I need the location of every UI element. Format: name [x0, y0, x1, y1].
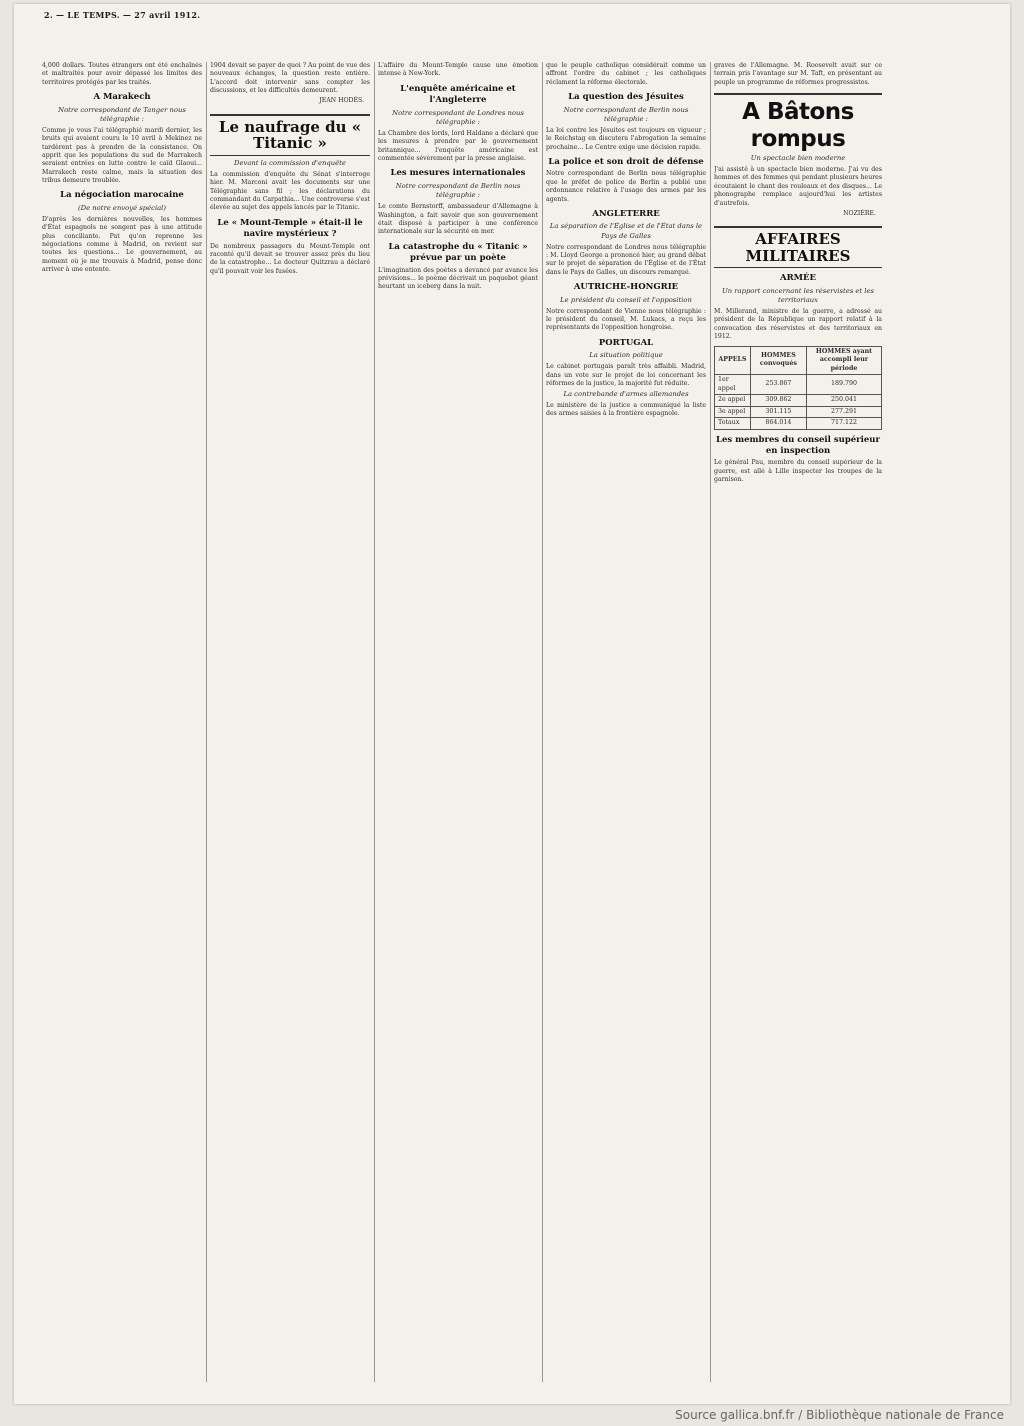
signature: JEAN HODÉS. — [319, 97, 364, 105]
table-cell: 301.115 — [750, 406, 806, 418]
section-subheading: Notre correspondant de Londres nous télégraphie : — [392, 108, 524, 126]
section-heading: A Marakech — [93, 92, 151, 103]
section-subheading: Notre correspondant de Berlin nous télégraphie : — [563, 105, 689, 123]
paragraph: La commission d'enquête du Sénat s'interroge hier. M. Marconi avait les documents sur une Télégraphie sans fil ; les déclarations du commandant du Carpathia... Une controverse s'est élevée au sujet des appels lancés par le Titanic. — [210, 170, 372, 212]
section-subheading: Notre correspondant de Berlin nous télégraphie : — [395, 181, 521, 200]
paragraph: graves de l'Allemagne. M. Roosevelt avait sur ce terrain pris l'avantage sur M. Taft, en présentant au peuple un programme de réformes progressistes. — [714, 62, 884, 86]
table-header: HOMMES convoqués — [750, 346, 806, 375]
table-cell: Totaux — [715, 418, 751, 430]
section-heading: ANGLETERRE — [592, 208, 660, 219]
column-4 — [546, 62, 711, 1382]
section-heading: L'enquête américaine et l'Angleterre — [400, 83, 516, 106]
reservists-table — [714, 346, 882, 430]
table-cell: 1er appel — [715, 375, 751, 395]
paragraph: De nombreux passagers du Mount-Temple ont raconté qu'il devait se trouver assez près du lieu de la catastrophe... Le docteur Quitzrau a déclaré qu'il pouvait voir les fusées. — [210, 242, 372, 275]
source-credit: Source gallica.bnf.fr / Bibliothèque nationale de France — [675, 1408, 1004, 1422]
paragraph: J'ai assisté à un spectacle bien moderne. J'ai vu des hommes et des femmes qui pendant plusieurs heures écoutaient le chant des rouleaux et des disques... Le phonographe remplace aujourd'hui les artistes d'autrefois. — [714, 166, 884, 207]
section-title-affaires-militaires: AFFAIRES MILITAIRES — [714, 226, 882, 268]
column-2 — [210, 62, 375, 1382]
paragraph: que le peuple catholique considérait comme un affront l'ordre du cabinet ; les catholiques réclament la réforme électorale. — [546, 62, 708, 86]
section-heading: La police et son droit de défense — [548, 156, 704, 167]
section-subheading: Un spectacle bien moderne — [750, 153, 846, 162]
section-subheading: La contrebande d'armes allemandes — [563, 389, 689, 398]
table-cell: 2e appel — [715, 395, 751, 407]
section-subheading: La situation politique — [589, 351, 663, 360]
paragraph: 4,000 dollars. Toutes étrangers ont été enchaînés et maltraités pour avoir dépassé les limites des territoires protégés par les traités. — [42, 62, 204, 86]
table-cell: 3e appel — [715, 406, 751, 418]
table-header: APPELS — [715, 346, 751, 375]
article-title-batons-rompus: A Bâtons rompus — [714, 93, 882, 152]
signature: NOZIÈRE. — [843, 209, 876, 217]
table-cell: 717.122 — [807, 418, 882, 430]
table-cell: 864.014 — [750, 418, 806, 430]
section-subheading: Le président du conseil et l'opposition — [560, 295, 692, 304]
section-heading: Les membres du conseil supérieur en inspection — [716, 434, 880, 456]
section-heading: La catastrophe du « Titanic » prévue par un poète — [388, 241, 528, 264]
paragraph: La Chambre des lords, lord Haldane a déclaré que les mesures à prendre par le gouvernement britannique... l'enquête américaine est commentée sévèrement par la presse anglaise. — [378, 130, 540, 163]
paragraph: L'imagination des poètes a devancé par avance les prévisions... le poème décrivait un paquebot géant heurtant un iceberg dans la nuit. — [378, 266, 540, 291]
paragraph: Notre correspondant de Vienne nous télégraphie : le président du conseil, M. Lukacs, a reçu les représentants de l'opposition hongroise. — [546, 307, 708, 332]
table-header: HOMMES ayant accompli leur période — [807, 346, 882, 375]
paragraph: 1904 devait se payer de quoi ? Au point de vue des nouveaux échanges, la question reste entière. L'accord doit intervenir sans compter les discussions, et les difficultés demeurent. — [210, 62, 372, 95]
section-heading: Les mesures internationales — [390, 168, 526, 179]
column-3 — [378, 62, 543, 1382]
paragraph: L'affaire du Mount-Temple cause une émotion intense à New-York. — [378, 62, 540, 78]
paragraph: Notre correspondant de Berlin nous télégraphie que le préfet de police de Berlin a publié une ordonnance relative à l'usage des armes par les agents. — [546, 170, 708, 203]
section-heading: Le « Mount-Temple » était-il le navire mystérieux ? — [217, 217, 363, 240]
paragraph: Le général Pau, membre du conseil supérieur de la guerre, est allé à Lille inspecter les troupes de la garnison. — [714, 459, 884, 484]
table-row — [715, 375, 882, 395]
table-row — [715, 418, 882, 430]
section-subheading: (De notre envoyé spécial) — [78, 203, 166, 212]
table-cell: 253.867 — [750, 375, 806, 395]
section-heading: La question des Jésuites — [568, 92, 684, 103]
section-heading: PORTUGAL — [598, 337, 654, 348]
paragraph: D'après les dernières nouvelles, les hommes d'État espagnols ne songent pas à une attitude plus conciliante. Pat qu'on reprenne les négociations comme à Madrid, on revient sur toutes les questions... Le gouvernement, au moment où je me trouvais à Madrid, pense donc arriver à une entente. — [42, 216, 204, 274]
column-5 — [714, 62, 886, 1382]
paragraph: La loi contre les Jésuites est toujours en vigueur ; le Reichstag en discutera l'abrogation la semaine prochaine... Le Centre exige une décision rapide. — [546, 126, 708, 151]
table-cell: 309.862 — [750, 395, 806, 407]
table-cell: 189.790 — [807, 375, 882, 395]
section-subheading: Notre correspondant de Tanger nous télégraphie : — [58, 105, 186, 123]
paragraph: Le comte Bernstorff, ambassadeur d'Allemagne à Washington, a fait savoir que son gouvernement était disposé à participer à une conférence internationale sur la sécurité en mer. — [378, 203, 540, 236]
table-cell: 277.291 — [807, 406, 882, 418]
article-title-titanic: Le naufrage du « Titanic » — [210, 114, 370, 156]
section-subheading: Devant la commission d'enquête — [234, 158, 346, 167]
running-head: 2. — LE TEMPS. — 27 avril 1912. — [44, 10, 201, 20]
paragraph: Le cabinet portugais paraît très affaibli. Madrid, dans un vote sur le projet de loi concernant les réformes de la justice, la majorité fut réduite. — [546, 363, 708, 388]
paragraph: Notre correspondant de Londres nous télégraphie : M. Lloyd George a prononcé hier, au grand débat sur le projet de séparation de l'Église et de l'État dans le Pays de Galles, un discours remarqué. — [546, 243, 708, 276]
paragraph: Le ministère de la justice a communiqué la liste des armes saisies à la frontière espagnole. — [546, 401, 708, 418]
section-heading: AUTRICHE-HONGRIE — [573, 282, 679, 293]
table-cell: 250.041 — [807, 395, 882, 407]
section-subheading: La séparation de l'Église et de l'État dans le Pays de Galles — [549, 222, 703, 240]
table-row — [715, 406, 882, 418]
column-1 — [42, 62, 207, 1382]
section-subheading: Un rapport concernant les réservistes et les territoriaux — [722, 286, 874, 304]
section-heading: ARMÉE — [779, 273, 817, 284]
newspaper-page — [14, 4, 1010, 1404]
paragraph: M. Millerand, ministre de la guerre, a adressé au président de la République un rapport relatif à la convocation des réservistes et des territoriaux en 1912. — [714, 308, 884, 341]
table-row — [715, 395, 882, 407]
section-heading: La négociation marocaine — [60, 190, 184, 201]
paragraph: Comme je vous l'ai télégraphié mardi dernier, les bruits qui avaient couru le 10 avril à Mekinez ne tardèrent pas à prendre de la consistance. On apprit que les populations du sud de Marrakech seraient entrées en lutte contre le caïd Glaoui... Marrakech reste calme, mais la situation des tribus demeure troublée. — [42, 126, 204, 185]
